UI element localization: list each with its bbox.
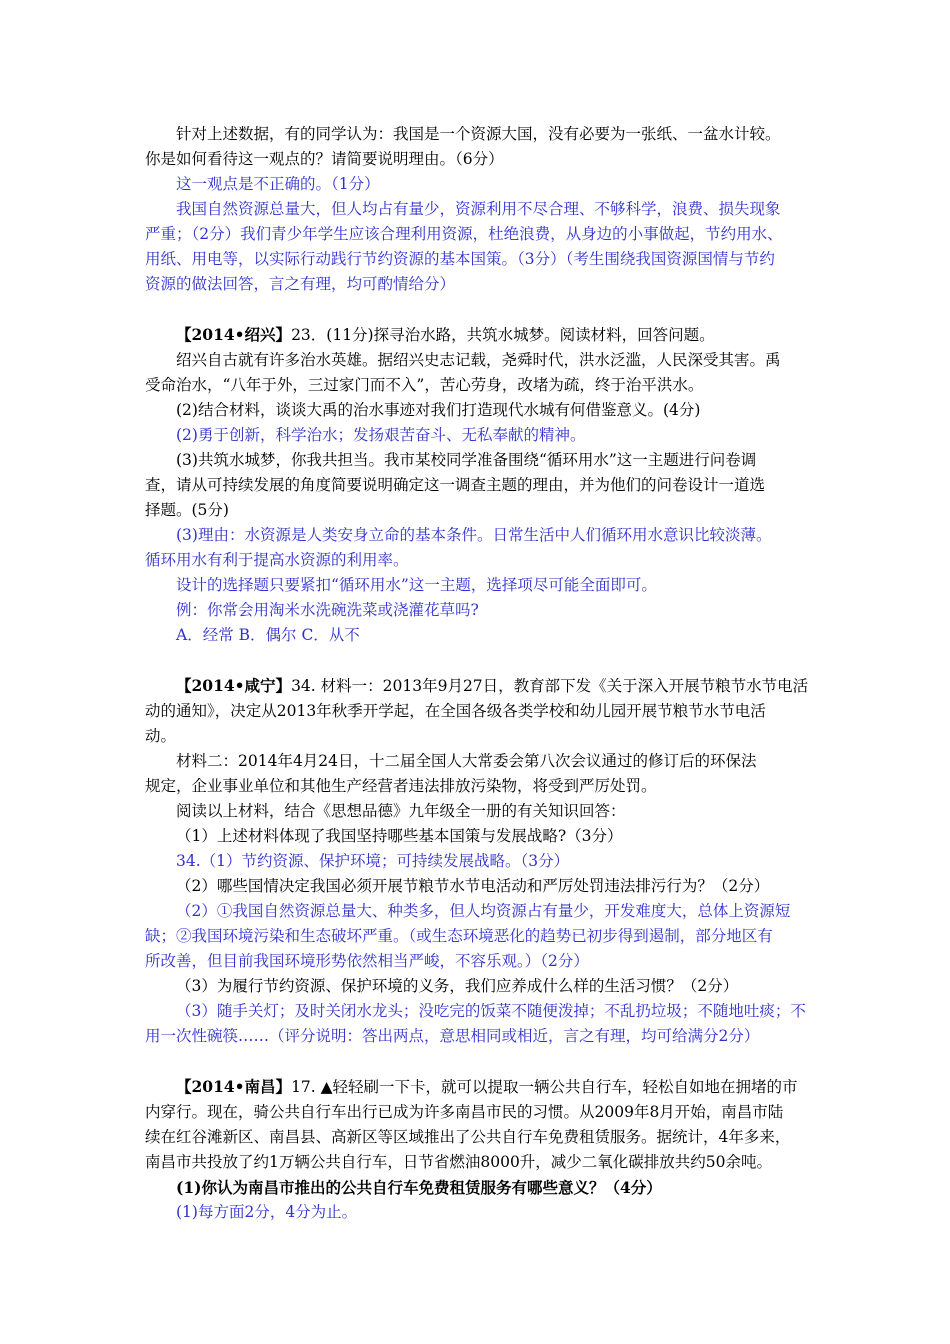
answer-text: (1)每方面2分，4分为止。 — [176, 1203, 358, 1221]
material-text: 受命治水，“八年于外，三过家门而不入”，苦心劳身，改堵为疏，终于治平洪水。 — [145, 376, 704, 394]
answer-text: 34.（1）节约资源、保护环境；可持续发展战略。（3分） — [176, 852, 570, 870]
answer-text: 循环用水有利于提高水资源的利用率。 — [145, 551, 409, 569]
question-text: （1）上述材料体现了我国坚持哪些基本国策与发展战略?（3分） — [176, 827, 623, 845]
question-header: 【2014•咸宁】34. 材料一：2013年9月27日，教育部下发《关于深入开展节粮节水节电活 — [176, 676, 809, 695]
answer-text: （2）①我国自然资源总量大、种类多，但人均资源占有量少，开发难度大，总体上资源短 — [176, 902, 791, 920]
answer-text: 我国自然资源总量大，但人均占有量少，资源利用不尽合理、不够科学，浪费、损失现象 — [176, 200, 781, 218]
material-text: 动。 — [145, 727, 177, 745]
answer-text: 严重；（2分）我们青少年学生应该合理利用资源，杜绝浪费，从身边的小事做起，节约用水、 — [145, 225, 783, 243]
question-text: 查，请从可持续发展的角度简要说明确定这一调查主题的理由，并为他们的问卷设计一道选 — [145, 476, 766, 494]
question-text: （3）为履行节约资源、保护环境的义务，我们应养成什么样的生活习惯？（2分） — [176, 977, 739, 995]
instruction-text: 阅读以上材料，结合《思想品德》九年级全一册的有关知识回答： — [176, 802, 626, 820]
question-header: 【2014•南昌】17. ▲轻轻刷一下卡，就可以提取一辆公共自行车，轻松自如地在拥堵的市 — [176, 1077, 798, 1096]
question-header: 【2014•绍兴】23．(11分)探寻治水路，共筑水城梦。阅读材料，回答问题。 — [176, 325, 715, 344]
answer-text: 这一观点是不正确的。（1分） — [176, 175, 380, 193]
source-tag: 【2014•南昌】 — [176, 1077, 292, 1096]
answer-text: 例：你常会用淘米水洗碗洗菜或浇灌花草吗? — [176, 601, 479, 619]
material-text: 绍兴自古就有许多治水英雄。据绍兴史志记载，尧舜时代，洪水泛滥，人民深受其害。禹 — [176, 351, 781, 369]
question-text: 你是如何看待这一观点的？请简要说明理由。（6分） — [145, 150, 504, 168]
material-text: 动的通知》，决定从2013年秋季开学起，在全国各级各类学校和幼儿园开展节粮节水节电活 — [145, 702, 766, 720]
question-text: (2)结合材料，谈谈大禹的治水事迹对我们打造现代水城有何借鉴意义。(4分) — [176, 401, 701, 419]
answer-text: 所改善，但目前我国环境形势依然相当严峻，不容乐观。）（2分） — [145, 952, 589, 970]
answer-text: 用一次性碗筷……（评分说明：答出两点，意思相同或相近，言之有理，均可给满分2分） — [145, 1027, 760, 1045]
answer-text: (3)理由：水资源是人类安身立命的基本条件。日常生活中人们循环用水意识比较淡薄。 — [176, 526, 772, 544]
section-resource-question — [145, 122, 809, 1225]
question-text: (1)你认为南昌市推出的公共自行车免费租赁服务有哪些意义？（4分） — [176, 1178, 662, 1197]
question-text: 针对上述数据，有的同学认为：我国是一个资源大国，没有必要为一张纸、一盆水计较。 — [176, 125, 781, 143]
material-text: 规定，企业事业单位和其他生产经营者违法排放污染物，将受到严厉处罚。 — [145, 777, 657, 795]
answer-text: 资源的做法回答，言之有理，均可酌情给分） — [145, 275, 456, 293]
answer-text: （3）随手关灯；及时关闭水龙头；没吃完的饭菜不随便泼掉；不乱扔垃圾；不随地吐痰；不 — [176, 1002, 806, 1020]
answer-text: (2)勇于创新，科学治水；发扬艰苦奋斗、无私奉献的精神。 — [176, 426, 586, 444]
answer-text: 缺；②我国环境污染和生态破坏严重。（或生态环境恶化的趋势已初步得到遏制，部分地区有 — [145, 927, 773, 945]
material-text: 内穿行。现在，骑公共自行车出行已成为许多南昌市民的习惯。从2009年8月开始，南昌市陆 — [145, 1103, 784, 1121]
source-tag: 【2014•咸宁】 — [176, 676, 292, 695]
answer-text: 用纸、用电等，以实际行动践行节约资源的基本国策。（3分）（考生围绕我国资源国情与节约 — [145, 250, 775, 268]
material-text: 续在红谷滩新区、南昌县、高新区等区域推出了公共自行车免费租赁服务。据统计，4年多来， — [145, 1128, 791, 1146]
source-tag: 【2014•绍兴】 — [176, 325, 292, 344]
material-text: 材料二：2014年4月24日，十二届全国人大常委会第八次会议通过的修订后的环保法 — [176, 752, 757, 770]
question-text: 择题。(5分) — [145, 501, 229, 519]
question-text: （2）哪些国情决定我国必须开展节粮节水节电活动和严厉处罚违法排污行为？（2分） — [176, 877, 770, 895]
material-text: 南昌市共投放了约1万辆公共自行车，日节省燃油8000升，减少二氧化碳排放共约50余吨。 — [145, 1153, 773, 1171]
question-text: (3)共筑水城梦，你我共担当。我市某校同学准备围绕“循环用水”这一主题进行问卷调 — [176, 451, 757, 469]
answer-text: A．经常 B．偶尔 C．从不 — [176, 626, 360, 644]
answer-text: 设计的选择题只要紧扣“循环用水”这一主题，选择项尽可能全面即可。 — [176, 576, 657, 594]
